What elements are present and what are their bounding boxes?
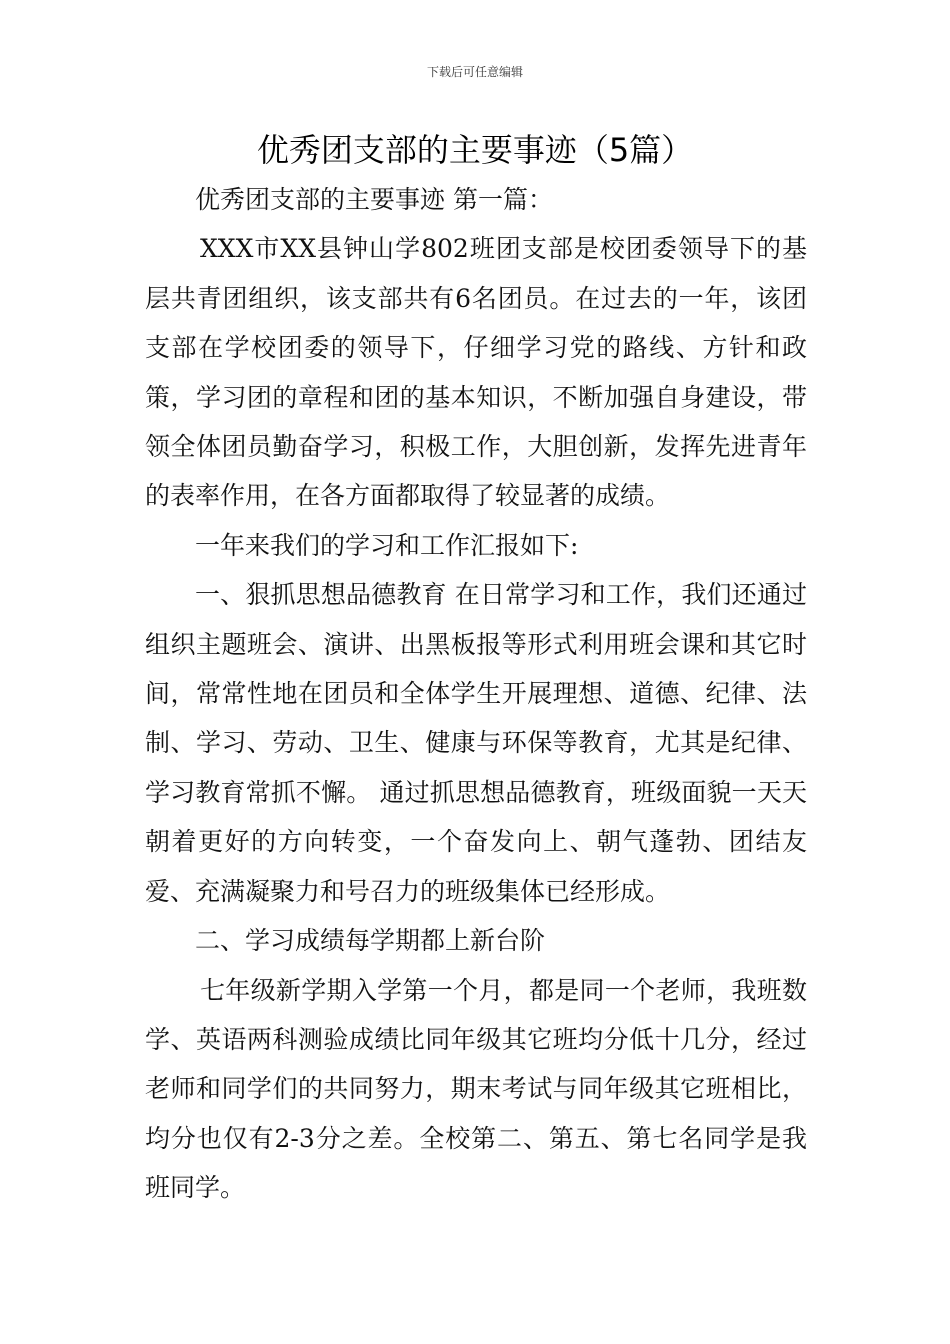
- document-title: 优秀团支部的主要事迹（5篇）: [256, 131, 694, 169]
- paragraph-moral-education: 一、狠抓思想品德教育 在日常学习和工作，我们还通过组织主题班会、演讲、出黑板报等形式利用班会课和其它时间，常常性地在团员和全体学生开展理想、道德、纪律、法制、学习、劳动、卫生、健康与环保等教育，尤其是纪律、学习教育常抓不懈。 通过抓思想品德教育，班级面貌一天天朝着更好的方向转变，一个奋发向上、朝气蓬勃、团结友爱、充满凝聚力和号召力的班级集体已经形成。: [145, 580, 807, 906]
- paragraph-report-lead: 一年来我们的学习和工作汇报如下:: [195, 530, 579, 560]
- paragraph-intro: XXX市XX县钟山学802班团支部是校团委领导下的基层共青团组织，该支部共有6名团员。在过去的一年，该团支部在学校团委的领导下，仔细学习党的路线、方针和政策，学习团的章程和团的基本知识，不断加强自身建设，带领全体团员勤奋学习，积极工作，大胆创新，发挥先进青年的表率作用，在各方面都取得了较显著的成绩。: [145, 234, 807, 511]
- paragraph-grades: 七年级新学期入学第一个月，都是同一个老师，我班数学、英语两科测验成绩比同年级其它班均分低十几分，经过老师和同学们的共同努力，期末考试与同年级其它班相比，均分也仅有2-3分之差。全校第二、第五、第七名同学是我班同学。: [145, 975, 807, 1203]
- section-heading-grades: 二、学习成绩每学期都上新台阶: [195, 926, 546, 956]
- section-heading-first: 优秀团支部的主要事迹 第一篇：: [195, 185, 553, 214]
- document-body: [145, 175, 807, 1213]
- page-header-note: 下载后可任意编辑: [426, 65, 523, 79]
